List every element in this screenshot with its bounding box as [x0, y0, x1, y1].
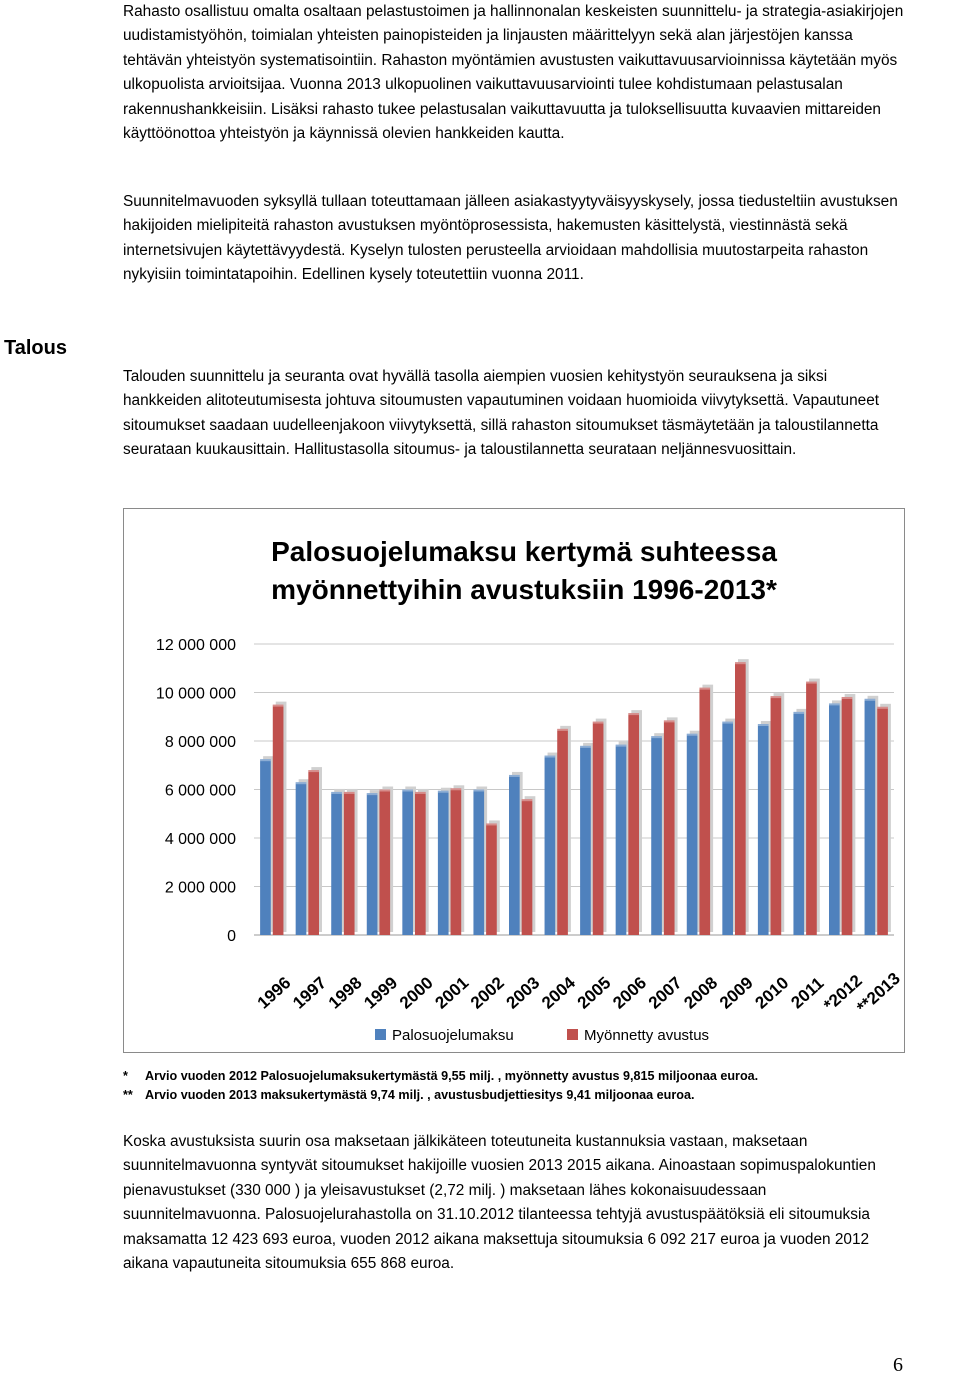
bar-palosuojelumaksu — [296, 782, 307, 935]
bar-palosuojelumaksu — [473, 790, 484, 936]
bar-highlight — [651, 736, 662, 738]
paragraph-talouden-suunnittelu: Talouden suunnittelu ja seuranta ovat hyvällä tasolla aiempien vuosien kehitystyön seurauksena ja siksi hankkeiden alitoteutumisesta johtuva sitoumusten vapautuminen voidaan huomioida viivytyksettä. Vapautuneet sitoumukset saadaan uudelleenjakoon viivytyksettä, sillä rahaston sitoumukset täsmäytetään ja taloustilannetta seurataan kuukausittain. Hallitustasolla sitoumus- ja taloustilannetta seurataan neljännesvuosittain. — [123, 368, 880, 459]
x-tick-label: 2010 — [751, 973, 793, 1013]
bar-palosuojelumaksu — [367, 793, 378, 935]
bar-myonnetty-avustus — [628, 713, 639, 935]
bar-myonnetty-avustus — [344, 792, 355, 935]
bar-palosuojelumaksu — [580, 746, 591, 935]
bar-palosuojelumaksu — [722, 722, 733, 935]
bar-highlight — [628, 713, 639, 715]
legend-label-myonnetty-avustus: Myönnetty avustus — [584, 1027, 710, 1044]
chart-footnotes — [123, 1067, 913, 1105]
bar-palosuojelumaksu — [687, 734, 698, 935]
bar-highlight — [260, 759, 271, 761]
y-tick-label: 4 000 000 — [164, 831, 236, 848]
bar-myonnetty-avustus — [699, 688, 710, 935]
bar-myonnetty-avustus — [877, 707, 888, 935]
bar-highlight — [806, 682, 817, 684]
paragraph-rahasto-osallistuu: Rahasto osallistuu omalta osaltaan pelastustoimen ja hallinnonalan keskeisten suunnittelu- ja strategia-asiakirjojen uudistamistyöhön, toimialan yhteisten painopisteiden ja linjausten määrittelyyn sekä alan järjestöjen kanssa tehtävän yhteistyön systematisointiin. Rahaston myöntämien avustusten vaikuttavuusarvioinnissa käytetään myös ulkopuolista arvioitsijaa. Vuonna 2013 ulkopuolinen vaikuttavuusarviointi tulee kohdistumaan pelastusalan rakennushankkeisiin. Lisäksi rahasto tukee pelastusalan vaikuttavuutta ja tuloksellisuutta kuvaavien mittareiden käyttöönottoa yhteistyön ja käynnissä olevien hankkeiden kautta. — [123, 3, 904, 143]
y-tick-label: 12 000 000 — [155, 637, 236, 654]
x-tick-label: *2012 — [820, 970, 866, 1015]
bar-highlight — [415, 792, 426, 794]
bar-myonnetty-avustus — [308, 770, 319, 935]
bar-highlight — [522, 799, 533, 801]
bar-highlight — [486, 823, 497, 825]
bar-palosuojelumaksu — [793, 712, 804, 935]
footnote-2012 — [123, 1067, 913, 1086]
x-tick-label: 1996 — [253, 973, 295, 1013]
bar-myonnetty-avustus — [273, 705, 284, 935]
bar-highlight — [865, 699, 876, 701]
bar-highlight — [367, 793, 378, 795]
legend-swatch-myonnetty-avustus — [567, 1029, 578, 1040]
footnote-2013 — [123, 1086, 913, 1105]
bar-highlight — [438, 791, 449, 793]
x-tick-label: 2009 — [715, 973, 757, 1013]
bar-highlight — [580, 746, 591, 748]
bar-highlight — [344, 792, 355, 794]
x-tick-label: 2003 — [502, 973, 544, 1013]
y-tick-label: 10 000 000 — [155, 685, 236, 703]
bar-palosuojelumaksu — [331, 792, 342, 935]
bar-highlight — [331, 792, 342, 794]
y-tick-label: 0 — [227, 928, 236, 945]
x-tick-label: 1998 — [324, 973, 366, 1013]
bar-palosuojelumaksu — [651, 736, 662, 935]
bar-palosuojelumaksu — [509, 775, 520, 935]
bar-palosuojelumaksu — [865, 699, 876, 935]
bar-highlight — [664, 720, 675, 722]
bar-highlight — [793, 712, 804, 714]
bar-highlight — [557, 729, 568, 731]
bar-highlight — [771, 696, 782, 698]
bar-palosuojelumaksu — [758, 724, 769, 935]
x-tick-label: 2007 — [644, 973, 686, 1013]
y-tick-label: 6 000 000 — [164, 782, 236, 800]
bar-palosuojelumaksu — [829, 703, 840, 935]
bar-highlight — [545, 756, 556, 758]
footnote-mark: ** — [123, 1088, 133, 1102]
x-tick-label: 2011 — [787, 973, 828, 1013]
bar-highlight — [379, 790, 390, 792]
bar-myonnetty-avustus — [451, 788, 462, 935]
bar-myonnetty-avustus — [379, 790, 390, 936]
bar-highlight — [699, 688, 710, 690]
chart-container — [123, 508, 905, 1053]
palosuojelumaksu-chart — [124, 509, 904, 1052]
footnote-text: Arvio vuoden 2013 maksukertymästä 9,74 milj. , avustusbudjettiesitys 9,41 miljoonaa euroa. — [145, 1088, 695, 1102]
bar-highlight — [877, 707, 888, 709]
footnote-mark: * — [123, 1069, 128, 1083]
x-tick-label: 1999 — [360, 973, 402, 1013]
x-tick-label: **2013 — [853, 968, 904, 1018]
bar-highlight — [273, 705, 284, 707]
bar-myonnetty-avustus — [842, 697, 853, 935]
x-tick-label: 2001 — [431, 973, 473, 1013]
bar-highlight — [616, 745, 627, 747]
bar-highlight — [296, 782, 307, 784]
bar-palosuojelumaksu — [402, 790, 413, 936]
bar-highlight — [735, 662, 746, 664]
bar-highlight — [509, 775, 520, 777]
chart-title-line-1: Palosuojelumaksu kertymä suhteessa — [271, 536, 777, 567]
section-heading-talous: Talous — [4, 337, 67, 359]
x-tick-label: 2004 — [538, 973, 579, 1013]
bar-highlight — [722, 722, 733, 724]
y-tick-label: 2 000 000 — [164, 879, 236, 897]
bar-highlight — [402, 790, 413, 792]
x-tick-label: 2005 — [573, 973, 615, 1013]
bar-myonnetty-avustus — [557, 729, 568, 935]
bar-highlight — [829, 703, 840, 705]
bar-palosuojelumaksu — [616, 745, 627, 935]
legend-label-palosuojelumaksu: Palosuojelumaksu — [392, 1027, 514, 1044]
chart-title-line-2: myönnettyihin avustuksiin 1996-2013* — [271, 574, 777, 605]
bar-highlight — [593, 722, 604, 724]
bar-palosuojelumaksu — [260, 759, 271, 935]
bar-myonnetty-avustus — [806, 682, 817, 935]
bar-palosuojelumaksu — [438, 791, 449, 935]
bar-myonnetty-avustus — [735, 662, 746, 935]
bar-myonnetty-avustus — [486, 823, 497, 935]
bar-highlight — [451, 788, 462, 790]
bar-highlight — [758, 724, 769, 726]
x-tick-label: 1997 — [289, 973, 331, 1013]
bar-myonnetty-avustus — [664, 720, 675, 935]
bar-myonnetty-avustus — [522, 799, 533, 935]
paragraph-asiakastyytyvaisyys: Suunnitelmavuoden syksyllä tullaan toteuttamaan jälleen asiakastyytyväisyyskysely, jossa tiedusteltiin avustuksen hakijoiden mielipiteitä rahaston avustuksen myöntöprosessista, hakemusten käsittelystä, viestinnästä sekä internetsivujen käytettävyydestä. Kyselyn tulosten perusteella arvioidaan mahdollisia muutostarpeita rahaston nykyisiin toimintatapoihin. Edellinen kysely toteutettiin vuonna 2011. — [123, 193, 898, 284]
bar-myonnetty-avustus — [771, 696, 782, 935]
page-number: 6 — [893, 1354, 903, 1376]
bar-myonnetty-avustus — [593, 722, 604, 935]
bar-palosuojelumaksu — [545, 756, 556, 935]
x-tick-label: 2000 — [395, 973, 437, 1013]
x-tick-label: 2008 — [680, 973, 722, 1013]
x-tick-label: 2006 — [609, 973, 651, 1013]
x-tick-label: 2002 — [467, 973, 508, 1013]
paragraph-koska-avustuksista: Koska avustuksista suurin osa maksetaan jälkikäteen toteutuneita kustannuksia vastaan, maksetaan suunnitelmavuonna syntyvät sitoumukset hakijoille vuosien 2013 2015 aikana. Ainoastaan sopimuspalokuntien pienavustukset (330 000 ) ja yleisavustukset (2,72 milj. ) maksetaan lähes kokonaisuudessaan suunnitelmavuonna. Palosuojelurahastolla on 31.10.2012 tilanteessa tehtyjä avustuspäätöksiä eli sitoumuksia maksamatta 12 423 693 euroa, vuoden 2012 aikana maksettuja sitoumuksia 6 092 217 euroa ja vuoden 2012 aikana vapautuneita sitoumuksia 655 868 euroa. — [123, 1133, 876, 1273]
bar-myonnetty-avustus — [415, 792, 426, 935]
footnote-text: Arvio vuoden 2012 Palosuojelumaksukertymästä 9,55 milj. , myönnetty avustus 9,815 miljoonaa euroa. — [145, 1069, 759, 1083]
bar-highlight — [473, 790, 484, 792]
legend-swatch-palosuojelumaksu — [375, 1029, 386, 1040]
bar-highlight — [308, 770, 319, 772]
bar-highlight — [687, 734, 698, 736]
y-tick-label: 8 000 000 — [164, 734, 236, 751]
bar-highlight — [842, 697, 853, 699]
